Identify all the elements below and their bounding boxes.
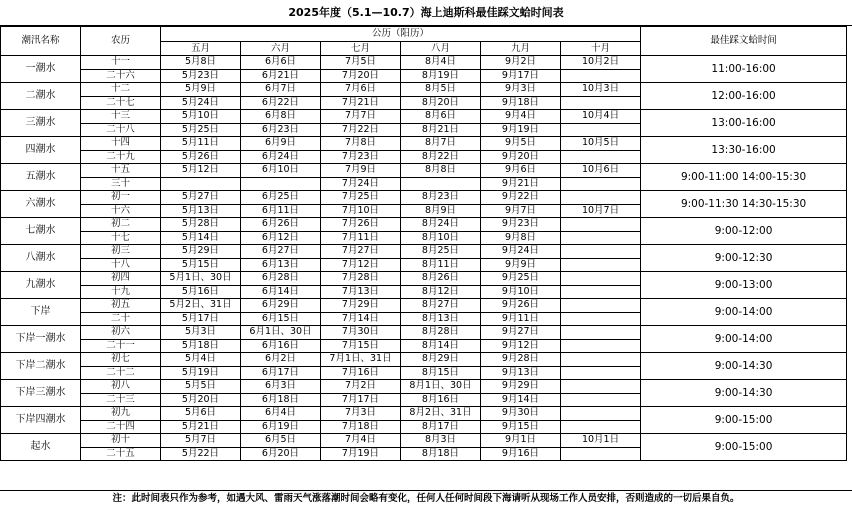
solar-date-cell: 9月13日 bbox=[481, 366, 561, 380]
solar-date-cell: 6月9日 bbox=[241, 137, 321, 151]
lunar-date-cell: 初五 bbox=[81, 299, 161, 313]
solar-date-cell: 8月1日、30日 bbox=[401, 380, 481, 394]
solar-date-cell: 7月19日 bbox=[321, 447, 401, 461]
solar-date-cell: 8月3日 bbox=[401, 434, 481, 448]
solar-date-cell: 8月23日 bbox=[401, 191, 481, 205]
solar-date-cell: 6月26日 bbox=[241, 218, 321, 232]
solar-date-cell: 10月3日 bbox=[561, 83, 641, 97]
solar-date-cell: 7月20日 bbox=[321, 69, 401, 83]
header-month: 八月 bbox=[401, 42, 481, 56]
header-month: 十月 bbox=[561, 42, 641, 56]
table-row bbox=[1, 434, 847, 448]
solar-date-cell: 5月4日 bbox=[161, 353, 241, 367]
solar-date-cell bbox=[561, 123, 641, 137]
solar-date-cell: 5月23日 bbox=[161, 69, 241, 83]
solar-date-cell: 9月11日 bbox=[481, 312, 561, 326]
solar-date-cell bbox=[241, 177, 321, 191]
solar-date-cell: 6月13日 bbox=[241, 258, 321, 272]
tide-name-cell: 四潮水 bbox=[1, 137, 81, 164]
solar-date-cell: 5月10日 bbox=[161, 110, 241, 124]
solar-date-cell: 6月23日 bbox=[241, 123, 321, 137]
tide-name-cell: 六潮水 bbox=[1, 191, 81, 218]
solar-date-cell: 7月4日 bbox=[321, 434, 401, 448]
best-time-cell: 9:00-11:30 14:30-15:30 bbox=[641, 191, 847, 218]
solar-date-cell: 7月30日 bbox=[321, 326, 401, 340]
solar-date-cell bbox=[561, 420, 641, 434]
solar-date-cell: 5月7日 bbox=[161, 434, 241, 448]
lunar-date-cell: 十三 bbox=[81, 110, 161, 124]
solar-date-cell: 5月2日、31日 bbox=[161, 299, 241, 313]
solar-date-cell: 9月2日 bbox=[481, 56, 561, 70]
table-row bbox=[1, 380, 847, 394]
solar-date-cell: 6月20日 bbox=[241, 447, 321, 461]
lunar-date-cell: 初三 bbox=[81, 245, 161, 259]
solar-date-cell: 6月17日 bbox=[241, 366, 321, 380]
solar-date-cell: 9月28日 bbox=[481, 353, 561, 367]
lunar-date-cell: 初四 bbox=[81, 272, 161, 286]
solar-date-cell: 9月18日 bbox=[481, 96, 561, 110]
solar-date-cell: 6月22日 bbox=[241, 96, 321, 110]
solar-date-cell: 5月15日 bbox=[161, 258, 241, 272]
table-row bbox=[1, 299, 847, 313]
lunar-date-cell: 初一 bbox=[81, 191, 161, 205]
solar-date-cell: 5月27日 bbox=[161, 191, 241, 205]
table-row bbox=[1, 218, 847, 232]
solar-date-cell: 6月7日 bbox=[241, 83, 321, 97]
solar-date-cell: 10月7日 bbox=[561, 204, 641, 218]
lunar-date-cell: 十二 bbox=[81, 83, 161, 97]
solar-date-cell: 8月13日 bbox=[401, 312, 481, 326]
solar-date-cell: 8月20日 bbox=[401, 96, 481, 110]
solar-date-cell: 10月5日 bbox=[561, 137, 641, 151]
solar-date-cell: 7月7日 bbox=[321, 110, 401, 124]
solar-date-cell: 7月8日 bbox=[321, 137, 401, 151]
solar-date-cell: 5月13日 bbox=[161, 204, 241, 218]
solar-date-cell: 5月22日 bbox=[161, 447, 241, 461]
solar-date-cell: 7月11日 bbox=[321, 231, 401, 245]
lunar-date-cell: 十五 bbox=[81, 164, 161, 178]
header-best-time: 最佳踩文蛤时间 bbox=[641, 27, 847, 56]
solar-date-cell: 7月28日 bbox=[321, 272, 401, 286]
solar-date-cell: 6月4日 bbox=[241, 407, 321, 421]
solar-date-cell: 9月26日 bbox=[481, 299, 561, 313]
solar-date-cell: 7月6日 bbox=[321, 83, 401, 97]
header-month: 七月 bbox=[321, 42, 401, 56]
solar-date-cell: 5月26日 bbox=[161, 150, 241, 164]
solar-date-cell bbox=[561, 312, 641, 326]
best-time-cell: 9:00-15:00 bbox=[641, 434, 847, 461]
solar-date-cell: 9月14日 bbox=[481, 393, 561, 407]
solar-date-cell: 6月2日 bbox=[241, 353, 321, 367]
solar-date-cell: 7月21日 bbox=[321, 96, 401, 110]
solar-date-cell: 9月27日 bbox=[481, 326, 561, 340]
header-month: 五月 bbox=[161, 42, 241, 56]
solar-date-cell: 6月16日 bbox=[241, 339, 321, 353]
solar-date-cell: 9月21日 bbox=[481, 177, 561, 191]
tide-name-cell: 七潮水 bbox=[1, 218, 81, 245]
solar-date-cell: 7月10日 bbox=[321, 204, 401, 218]
solar-date-cell: 8月4日 bbox=[401, 56, 481, 70]
solar-date-cell: 8月6日 bbox=[401, 110, 481, 124]
best-time-cell: 9:00-12:30 bbox=[641, 245, 847, 272]
solar-date-cell: 8月7日 bbox=[401, 137, 481, 151]
solar-date-cell: 5月11日 bbox=[161, 137, 241, 151]
solar-date-cell: 7月18日 bbox=[321, 420, 401, 434]
solar-date-cell: 5月12日 bbox=[161, 164, 241, 178]
solar-date-cell: 5月17日 bbox=[161, 312, 241, 326]
solar-date-cell: 8月5日 bbox=[401, 83, 481, 97]
solar-date-cell: 6月18日 bbox=[241, 393, 321, 407]
lunar-date-cell: 二十八 bbox=[81, 123, 161, 137]
lunar-date-cell: 三十 bbox=[81, 177, 161, 191]
table-row bbox=[1, 272, 847, 286]
solar-date-cell: 8月11日 bbox=[401, 258, 481, 272]
solar-date-cell: 9月1日 bbox=[481, 434, 561, 448]
solar-date-cell: 8月9日 bbox=[401, 204, 481, 218]
solar-date-cell: 6月21日 bbox=[241, 69, 321, 83]
solar-date-cell: 9月9日 bbox=[481, 258, 561, 272]
solar-date-cell bbox=[561, 150, 641, 164]
tide-name-cell: 九潮水 bbox=[1, 272, 81, 299]
solar-date-cell: 9月17日 bbox=[481, 69, 561, 83]
lunar-date-cell: 二十一 bbox=[81, 339, 161, 353]
solar-date-cell: 7月1日、31日 bbox=[321, 353, 401, 367]
best-time-cell: 13:00-16:00 bbox=[641, 110, 847, 137]
solar-date-cell: 8月12日 bbox=[401, 285, 481, 299]
solar-date-cell: 5月14日 bbox=[161, 231, 241, 245]
solar-date-cell: 6月11日 bbox=[241, 204, 321, 218]
best-time-cell: 13:30-16:00 bbox=[641, 137, 847, 164]
solar-date-cell: 5月16日 bbox=[161, 285, 241, 299]
solar-date-cell: 6月25日 bbox=[241, 191, 321, 205]
solar-date-cell: 9月7日 bbox=[481, 204, 561, 218]
table-header bbox=[1, 27, 847, 56]
solar-date-cell: 5月8日 bbox=[161, 56, 241, 70]
best-time-cell: 9:00-14:30 bbox=[641, 380, 847, 407]
solar-date-cell: 8月29日 bbox=[401, 353, 481, 367]
solar-date-cell: 7月5日 bbox=[321, 56, 401, 70]
best-time-cell: 9:00-14:00 bbox=[641, 326, 847, 353]
solar-date-cell: 5月19日 bbox=[161, 366, 241, 380]
lunar-date-cell: 十六 bbox=[81, 204, 161, 218]
solar-date-cell: 9月16日 bbox=[481, 447, 561, 461]
tide-name-cell: 三潮水 bbox=[1, 110, 81, 137]
lunar-date-cell: 二十三 bbox=[81, 393, 161, 407]
solar-date-cell: 10月4日 bbox=[561, 110, 641, 124]
solar-date-cell bbox=[561, 218, 641, 232]
solar-date-cell bbox=[561, 366, 641, 380]
solar-date-cell: 6月14日 bbox=[241, 285, 321, 299]
lunar-date-cell: 二十二 bbox=[81, 366, 161, 380]
solar-date-cell: 8月27日 bbox=[401, 299, 481, 313]
header-month: 九月 bbox=[481, 42, 561, 56]
tide-name-cell: 五潮水 bbox=[1, 164, 81, 191]
solar-date-cell: 7月13日 bbox=[321, 285, 401, 299]
solar-date-cell: 8月17日 bbox=[401, 420, 481, 434]
header-month: 六月 bbox=[241, 42, 321, 56]
lunar-date-cell: 二十四 bbox=[81, 420, 161, 434]
header-tide-name: 潮汛名称 bbox=[1, 27, 81, 56]
solar-date-cell: 6月8日 bbox=[241, 110, 321, 124]
solar-date-cell: 5月1日、30日 bbox=[161, 272, 241, 286]
solar-date-cell: 7月22日 bbox=[321, 123, 401, 137]
solar-date-cell: 9月20日 bbox=[481, 150, 561, 164]
solar-date-cell bbox=[561, 245, 641, 259]
header-solar: 公历（阳历） bbox=[161, 27, 641, 42]
tide-name-cell: 下岸三潮水 bbox=[1, 380, 81, 407]
solar-date-cell: 6月6日 bbox=[241, 56, 321, 70]
solar-date-cell: 9月25日 bbox=[481, 272, 561, 286]
solar-date-cell: 5月20日 bbox=[161, 393, 241, 407]
lunar-date-cell: 十七 bbox=[81, 231, 161, 245]
solar-date-cell bbox=[561, 339, 641, 353]
best-time-cell: 9:00-15:00 bbox=[641, 407, 847, 434]
solar-date-cell bbox=[561, 285, 641, 299]
solar-date-cell bbox=[561, 177, 641, 191]
solar-date-cell bbox=[561, 380, 641, 394]
solar-date-cell: 7月26日 bbox=[321, 218, 401, 232]
solar-date-cell: 5月29日 bbox=[161, 245, 241, 259]
solar-date-cell bbox=[561, 272, 641, 286]
tide-name-cell: 起水 bbox=[1, 434, 81, 461]
solar-date-cell: 5月24日 bbox=[161, 96, 241, 110]
solar-date-cell: 5月5日 bbox=[161, 380, 241, 394]
table-row bbox=[1, 164, 847, 178]
solar-date-cell: 8月19日 bbox=[401, 69, 481, 83]
table-row bbox=[1, 353, 847, 367]
solar-date-cell bbox=[561, 69, 641, 83]
solar-date-cell: 8月26日 bbox=[401, 272, 481, 286]
table-row bbox=[1, 191, 847, 205]
solar-date-cell: 9月5日 bbox=[481, 137, 561, 151]
lunar-date-cell: 二十七 bbox=[81, 96, 161, 110]
solar-date-cell: 7月29日 bbox=[321, 299, 401, 313]
solar-date-cell: 9月23日 bbox=[481, 218, 561, 232]
lunar-date-cell: 十一 bbox=[81, 56, 161, 70]
best-time-cell: 9:00-11:00 14:00-15:30 bbox=[641, 164, 847, 191]
table-row bbox=[1, 110, 847, 124]
solar-date-cell bbox=[161, 177, 241, 191]
solar-date-cell: 9月12日 bbox=[481, 339, 561, 353]
lunar-date-cell: 初二 bbox=[81, 218, 161, 232]
solar-date-cell: 8月24日 bbox=[401, 218, 481, 232]
solar-date-cell: 6月3日 bbox=[241, 380, 321, 394]
solar-date-cell: 9月6日 bbox=[481, 164, 561, 178]
solar-date-cell: 5月28日 bbox=[161, 218, 241, 232]
solar-date-cell: 6月12日 bbox=[241, 231, 321, 245]
lunar-date-cell: 初九 bbox=[81, 407, 161, 421]
solar-date-cell: 9月29日 bbox=[481, 380, 561, 394]
solar-date-cell: 9月30日 bbox=[481, 407, 561, 421]
table-row bbox=[1, 326, 847, 340]
tide-name-cell: 下岸二潮水 bbox=[1, 353, 81, 380]
solar-date-cell: 8月16日 bbox=[401, 393, 481, 407]
solar-date-cell: 6月10日 bbox=[241, 164, 321, 178]
solar-date-cell: 9月10日 bbox=[481, 285, 561, 299]
solar-date-cell: 6月19日 bbox=[241, 420, 321, 434]
solar-date-cell: 8月28日 bbox=[401, 326, 481, 340]
solar-date-cell: 8月21日 bbox=[401, 123, 481, 137]
solar-date-cell: 5月9日 bbox=[161, 83, 241, 97]
solar-date-cell bbox=[561, 407, 641, 421]
solar-date-cell: 6月1日、30日 bbox=[241, 326, 321, 340]
solar-date-cell: 10月2日 bbox=[561, 56, 641, 70]
solar-date-cell: 7月2日 bbox=[321, 380, 401, 394]
best-time-cell: 9:00-14:00 bbox=[641, 299, 847, 326]
lunar-date-cell: 初十 bbox=[81, 434, 161, 448]
page-title: 2025年度（5.1—10.7）海上迪斯科最佳踩文蛤时间表 bbox=[0, 0, 852, 26]
solar-date-cell: 8月15日 bbox=[401, 366, 481, 380]
solar-date-cell: 7月27日 bbox=[321, 245, 401, 259]
solar-date-cell: 8月25日 bbox=[401, 245, 481, 259]
solar-date-cell bbox=[561, 299, 641, 313]
solar-date-cell bbox=[561, 258, 641, 272]
lunar-date-cell: 十四 bbox=[81, 137, 161, 151]
tide-name-cell: 下岸 bbox=[1, 299, 81, 326]
solar-date-cell: 7月24日 bbox=[321, 177, 401, 191]
table-row bbox=[1, 407, 847, 421]
solar-date-cell: 7月23日 bbox=[321, 150, 401, 164]
tide-name-cell: 二潮水 bbox=[1, 83, 81, 110]
solar-date-cell bbox=[561, 393, 641, 407]
tide-name-cell: 一潮水 bbox=[1, 56, 81, 83]
solar-date-cell: 10月6日 bbox=[561, 164, 641, 178]
solar-date-cell: 8月2日、31日 bbox=[401, 407, 481, 421]
solar-date-cell bbox=[561, 353, 641, 367]
solar-date-cell: 6月29日 bbox=[241, 299, 321, 313]
solar-date-cell: 9月24日 bbox=[481, 245, 561, 259]
lunar-date-cell: 十九 bbox=[81, 285, 161, 299]
solar-date-cell bbox=[561, 191, 641, 205]
solar-date-cell: 6月28日 bbox=[241, 272, 321, 286]
solar-date-cell: 8月14日 bbox=[401, 339, 481, 353]
solar-date-cell: 10月1日 bbox=[561, 434, 641, 448]
solar-date-cell: 5月3日 bbox=[161, 326, 241, 340]
footnote: 注：此时间表只作为参考，如遇大风、雷雨天气涨落潮时间会略有变化，任何人任何时间段下海请听从现场工作人员安排，否则造成的一切后果自负。 bbox=[0, 490, 852, 505]
solar-date-cell: 8月8日 bbox=[401, 164, 481, 178]
solar-date-cell: 9月22日 bbox=[481, 191, 561, 205]
solar-date-cell: 9月3日 bbox=[481, 83, 561, 97]
best-time-cell: 12:00-16:00 bbox=[641, 83, 847, 110]
lunar-date-cell: 二十六 bbox=[81, 69, 161, 83]
solar-date-cell: 6月15日 bbox=[241, 312, 321, 326]
lunar-date-cell: 十八 bbox=[81, 258, 161, 272]
solar-date-cell: 7月16日 bbox=[321, 366, 401, 380]
lunar-date-cell: 初七 bbox=[81, 353, 161, 367]
solar-date-cell: 9月19日 bbox=[481, 123, 561, 137]
solar-date-cell: 7月9日 bbox=[321, 164, 401, 178]
tide-name-cell: 八潮水 bbox=[1, 245, 81, 272]
best-time-cell: 9:00-13:00 bbox=[641, 272, 847, 299]
lunar-date-cell: 初八 bbox=[81, 380, 161, 394]
solar-date-cell: 5月6日 bbox=[161, 407, 241, 421]
table-row bbox=[1, 83, 847, 97]
solar-date-cell bbox=[561, 231, 641, 245]
tide-name-cell: 下岸四潮水 bbox=[1, 407, 81, 434]
header-lunar: 农历 bbox=[81, 27, 161, 56]
solar-date-cell: 7月12日 bbox=[321, 258, 401, 272]
solar-date-cell: 5月18日 bbox=[161, 339, 241, 353]
solar-date-cell bbox=[561, 96, 641, 110]
solar-date-cell: 6月5日 bbox=[241, 434, 321, 448]
solar-date-cell: 6月24日 bbox=[241, 150, 321, 164]
solar-date-cell: 8月22日 bbox=[401, 150, 481, 164]
solar-date-cell: 6月27日 bbox=[241, 245, 321, 259]
solar-date-cell: 5月21日 bbox=[161, 420, 241, 434]
table-body bbox=[1, 56, 847, 461]
lunar-date-cell: 初六 bbox=[81, 326, 161, 340]
table-row bbox=[1, 56, 847, 70]
best-time-cell: 9:00-12:00 bbox=[641, 218, 847, 245]
schedule-table bbox=[0, 26, 847, 461]
solar-date-cell bbox=[401, 177, 481, 191]
solar-date-cell: 7月15日 bbox=[321, 339, 401, 353]
solar-date-cell: 5月25日 bbox=[161, 123, 241, 137]
solar-date-cell bbox=[561, 326, 641, 340]
lunar-date-cell: 二十九 bbox=[81, 150, 161, 164]
table-row bbox=[1, 137, 847, 151]
solar-date-cell: 9月4日 bbox=[481, 110, 561, 124]
solar-date-cell: 7月3日 bbox=[321, 407, 401, 421]
solar-date-cell: 8月10日 bbox=[401, 231, 481, 245]
lunar-date-cell: 二十 bbox=[81, 312, 161, 326]
solar-date-cell: 7月25日 bbox=[321, 191, 401, 205]
best-time-cell: 9:00-14:30 bbox=[641, 353, 847, 380]
solar-date-cell: 8月18日 bbox=[401, 447, 481, 461]
solar-date-cell: 9月8日 bbox=[481, 231, 561, 245]
lunar-date-cell: 二十五 bbox=[81, 447, 161, 461]
tide-name-cell: 下岸一潮水 bbox=[1, 326, 81, 353]
best-time-cell: 11:00-16:00 bbox=[641, 56, 847, 83]
solar-date-cell: 7月17日 bbox=[321, 393, 401, 407]
solar-date-cell: 9月15日 bbox=[481, 420, 561, 434]
table-row bbox=[1, 245, 847, 259]
solar-date-cell bbox=[561, 447, 641, 461]
solar-date-cell: 7月14日 bbox=[321, 312, 401, 326]
